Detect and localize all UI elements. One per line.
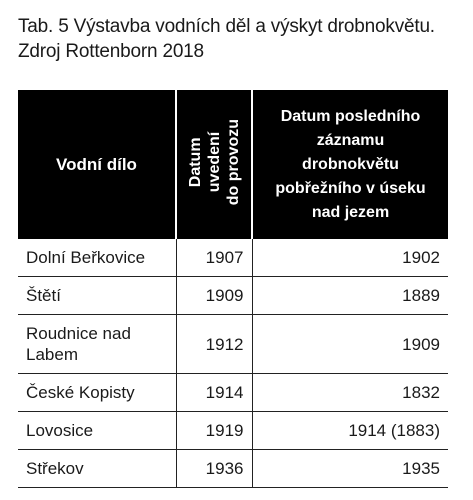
cell-datum-uvedeni: 1907 xyxy=(176,239,252,277)
header-datum-line: uvedení xyxy=(205,131,223,193)
cell-vodni-dilo: Dolní Beřkovice xyxy=(18,239,176,277)
header-row xyxy=(18,90,448,239)
header-vodni-dilo: Vodní dílo xyxy=(18,90,176,239)
header-record-line: drobnokvětu xyxy=(302,155,399,173)
header-record-line: Datum posledního xyxy=(280,107,421,125)
data-table xyxy=(18,90,448,488)
caption-title: Tab. 5 Výstavba vodních děl a výskyt drobnokvětu. xyxy=(18,16,435,37)
header-record-line: pobřežního v úseku xyxy=(275,179,426,197)
cell-vodni-dilo: Roudnice nad Labem xyxy=(18,315,176,374)
table-row xyxy=(18,450,448,488)
cell-posledni-zaznam: 1902 xyxy=(252,239,448,277)
cell-datum-uvedeni: 1914 xyxy=(176,374,252,412)
cell-posledni-zaznam: 1909 xyxy=(252,315,448,374)
cell-posledni-zaznam: 1889 xyxy=(252,277,448,315)
table-row xyxy=(18,315,448,374)
header-datum-line: Datum xyxy=(186,137,204,187)
table-row xyxy=(18,374,448,412)
cell-vodni-dilo: Štětí xyxy=(18,277,176,315)
cell-vodni-dilo: České Kopisty xyxy=(18,374,176,412)
header-datum-line: do provozu xyxy=(224,118,242,206)
table-row xyxy=(18,277,448,315)
header-record-line: záznamu xyxy=(316,131,385,149)
header-posledni-zaznam xyxy=(252,90,448,239)
header-record-line: nad jezem xyxy=(311,203,390,221)
cell-posledni-zaznam: 1935 xyxy=(252,450,448,488)
cell-vodni-dilo: Střekov xyxy=(18,450,176,488)
cell-datum-uvedeni: 1912 xyxy=(176,315,252,374)
cell-datum-uvedeni: 1919 xyxy=(176,412,252,450)
table-row xyxy=(18,412,448,450)
caption-source: Zdroj Rottenborn 2018 xyxy=(18,41,204,62)
cell-posledni-zaznam: 1832 xyxy=(252,374,448,412)
cell-datum-uvedeni: 1909 xyxy=(176,277,252,315)
header-datum-uvedeni xyxy=(176,90,252,239)
cell-posledni-zaznam: 1914 (1883) xyxy=(252,412,448,450)
header-datum-uvedeni-text xyxy=(186,119,243,205)
cell-vodni-dilo: Lovosice xyxy=(18,412,176,450)
cell-datum-uvedeni: 1936 xyxy=(176,450,252,488)
table-row xyxy=(18,239,448,277)
table-caption xyxy=(18,14,463,64)
